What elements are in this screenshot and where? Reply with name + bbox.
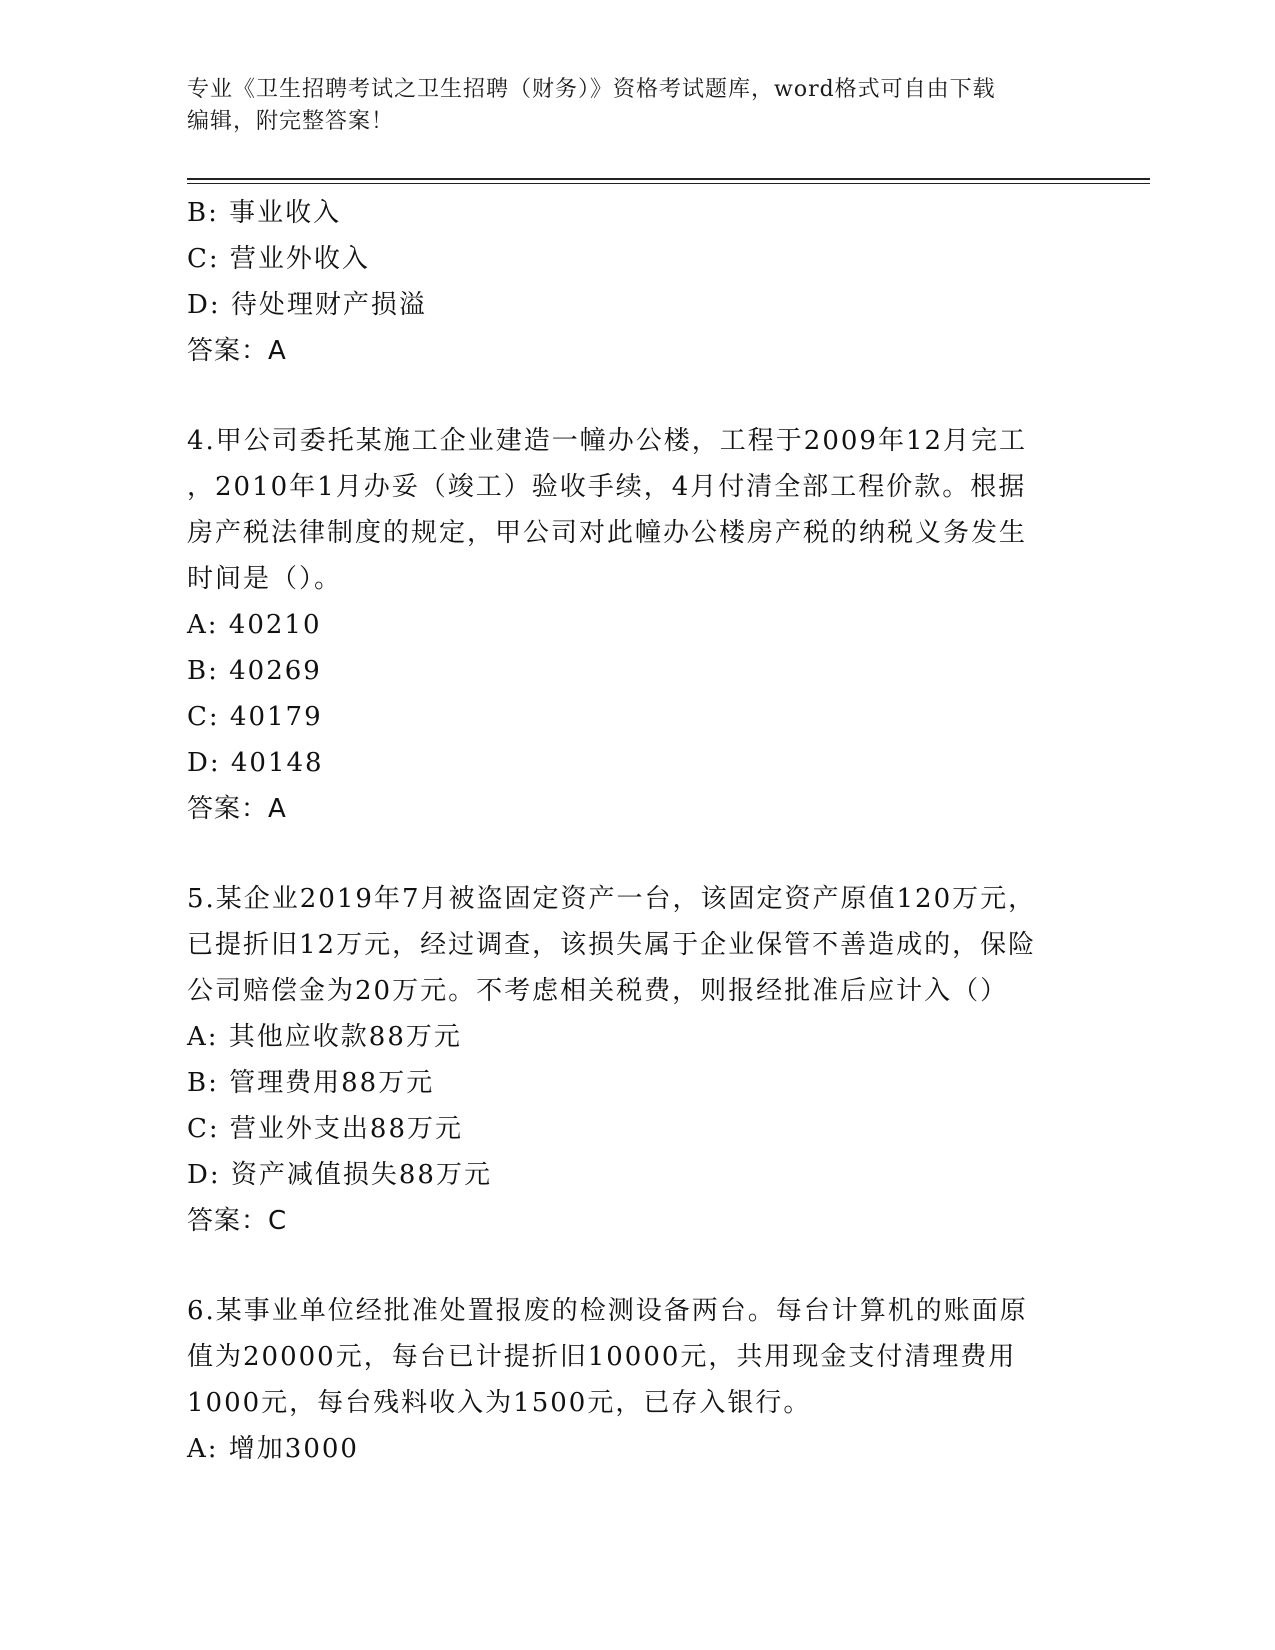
option-c: C: 40179 xyxy=(187,702,323,732)
option-d: D: 待处理财产损溢 xyxy=(187,290,427,320)
option-a: A: 增加3000 xyxy=(187,1434,359,1464)
answer: 答案：A xyxy=(187,336,287,366)
spacer xyxy=(187,832,1087,876)
option-c: C: 营业外支出88万元 xyxy=(187,1114,464,1144)
option-c: C: 营业外收入 xyxy=(187,244,370,274)
header-rule-thick xyxy=(187,178,1150,180)
question-3-continued xyxy=(187,190,1087,374)
answer: 答案：C xyxy=(187,1206,288,1236)
option-b: B: 管理费用88万元 xyxy=(187,1068,435,1098)
question-text-line: 公司赔偿金为20万元。不考虑相关税费，则报经批准后应计入（） xyxy=(187,976,1009,1006)
question-text-line: 1000元，每台残料收入为1500元，已存入银行。 xyxy=(187,1388,812,1418)
spacer xyxy=(187,1244,1087,1288)
question-content xyxy=(187,190,1087,1472)
question-5 xyxy=(187,876,1087,1244)
option-a: A: 40210 xyxy=(187,610,322,640)
question-6 xyxy=(187,1288,1087,1472)
option-d: D: 资产减值损失88万元 xyxy=(187,1160,492,1190)
question-text-line: 已提折旧12万元，经过调查，该损失属于企业保管不善造成的，保险 xyxy=(187,930,1037,960)
option-d: D: 40148 xyxy=(187,748,324,778)
option-a: A: 其他应收款88万元 xyxy=(187,1022,462,1052)
question-4 xyxy=(187,418,1087,832)
question-text-line: 6.某事业单位经批准处置报废的检测设备两台。每台计算机的账面原 xyxy=(187,1296,1028,1326)
option-b: B: 事业收入 xyxy=(187,198,342,228)
question-text-line: 房产税法律制度的规定，甲公司对此幢办公楼房产税的纳税义务发生 xyxy=(187,518,1028,548)
question-text-line: 5.某企业2019年7月被盗固定资产一台，该固定资产原值120万元， xyxy=(187,884,1037,914)
document-header xyxy=(187,74,1087,138)
option-b: B: 40269 xyxy=(187,656,322,686)
question-text-line: 值为20000元，每台已计提折旧10000元，共用现金支付清理费用 xyxy=(187,1342,1017,1372)
question-text-line: 时间是（）。 xyxy=(187,564,343,594)
header-line-1: 专业《卫生招聘考试之卫生招聘（财务）》资格考试题库，word格式可自由下载 xyxy=(187,77,996,102)
answer: 答案：A xyxy=(187,794,287,824)
header-rule-thin xyxy=(187,183,1150,184)
header-line-2: 编辑，附完整答案！ xyxy=(187,109,395,134)
question-text-line: ，2010年1月办妥（竣工）验收手续，4月付清全部工程价款。根据 xyxy=(187,472,1027,502)
spacer xyxy=(187,374,1087,418)
question-text-line: 4.甲公司委托某施工企业建造一幢办公楼，工程于2009年12月完工 xyxy=(187,426,1028,456)
